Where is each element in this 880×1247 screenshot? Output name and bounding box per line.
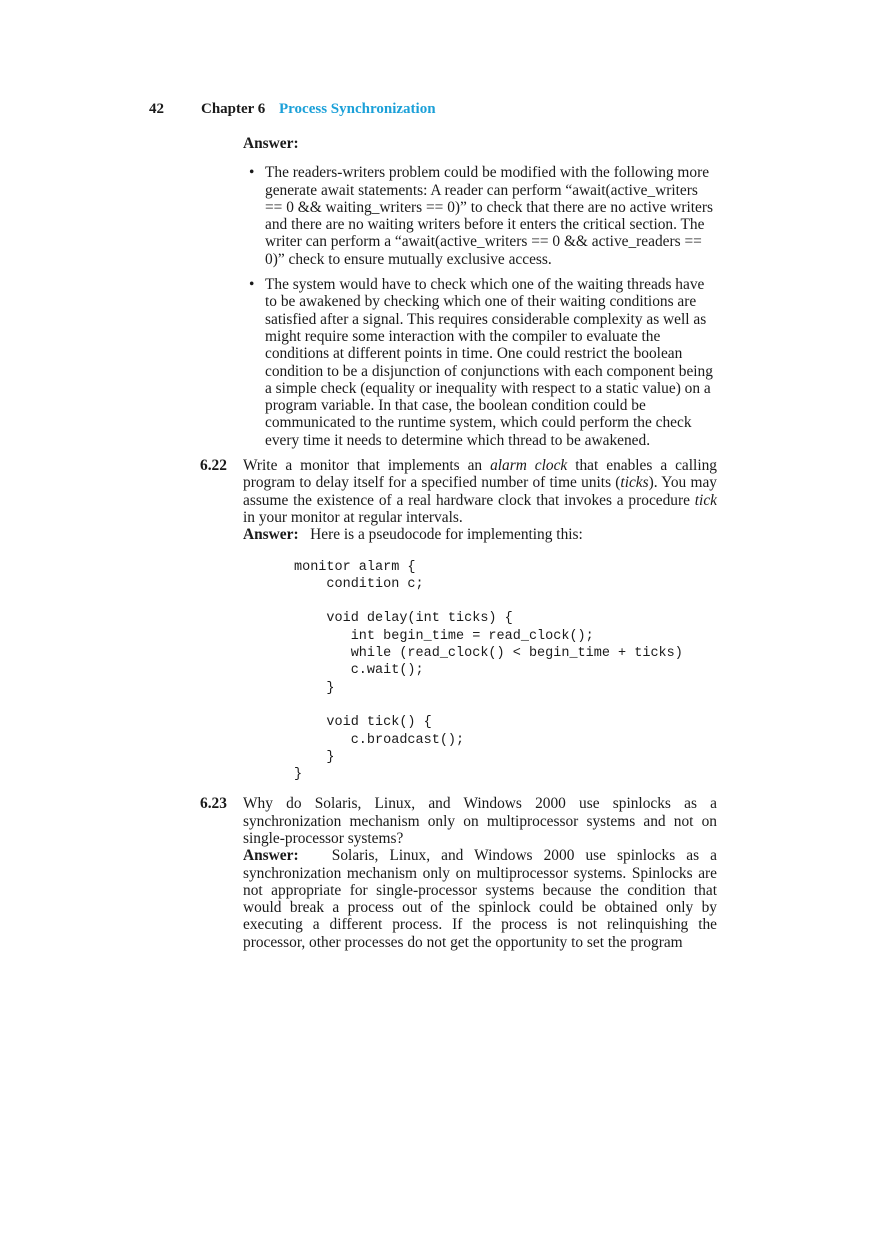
question-emphasis: ticks <box>620 474 649 492</box>
bullet-text: The readers-writers problem could be modified with the following more generate await statements: A reader can perform “await(active_writers == 0 && waiting_writers == 0)” to check that there are no active writers and there are no waiting writers before it enters the critical section. The writer can perform a “await(active_writers == 0 && active_readers == 0)” check to ensure mutually exclusive access. <box>265 164 713 268</box>
bullet-icon: • <box>249 164 255 182</box>
page-body <box>200 135 717 951</box>
question-6-22 <box>200 457 717 783</box>
answer-label: Answer: <box>243 135 299 152</box>
bullet-icon: • <box>249 276 255 294</box>
question-text: Why do Solaris, Linux, and Windows 2000 use spinlocks as a synchronization mechanism only on multiprocessor systems and not on single-processor systems? <box>243 795 717 847</box>
question-text-part: ). You may assume the existence of a real hardware clock that invokes a procedure <box>243 474 717 509</box>
bullet-item <box>243 164 717 268</box>
bullet-text: The system would have to check which one of the waiting threads have to be awakened by checking which one of their waiting conditions are satisfied after a signal. This requires considerable complexity as well as might require some interaction with the compiler to evaluate the conditions at different points in time. One could restrict the boolean condition to be a disjunction of conjunctions with each component being a simple check (equality or inequality with respect to a static value) on a program variable. In that case, the boolean condition could be communicated to the runtime system, which could perform the check every time it needs to determine which thread to be awakened. <box>265 276 713 449</box>
question-emphasis: tick <box>694 491 717 509</box>
question-text-part: that enables a calling program to delay itself for a specified number of time units ( <box>243 457 717 492</box>
page-header <box>0 101 880 121</box>
answer-line <box>243 526 717 543</box>
code-block: monitor alarm { condition c; void delay(int ticks) { int begin_time = read_clock(); while (read_clock() < begin_time + ticks) c.wait(); } void tick() { c.broadcast(); } } <box>294 559 683 783</box>
question-emphasis: alarm clock <box>490 457 568 475</box>
question-number: 6.23 <box>200 795 227 813</box>
bullet-item <box>243 276 717 449</box>
answer-label: Answer: <box>243 847 299 865</box>
page-number: 42 <box>149 101 164 117</box>
question-number: 6.22 <box>200 457 227 475</box>
answer-bullet-list <box>243 164 717 449</box>
chapter-label: Chapter 6 <box>201 101 266 117</box>
question-text-part: in your monitor at regular intervals. <box>243 508 463 526</box>
answer-text: Here is a pseudocode for implementing this: <box>310 526 583 544</box>
answer-paragraph <box>243 847 717 951</box>
question-6-23 <box>200 795 717 951</box>
answer-text: Solaris, Linux, and Windows 2000 use spinlocks as a synchronization mechanism only on multiprocessor systems. Spinlocks are not appropriate for single-processor systems because the condition that would break a process out of the spinlock could be obtained only by executing a different process. If the process is not relinquishing the processor, other processes do not get the opportunity to set the program <box>243 847 717 951</box>
question-text-part: Write a monitor that implements an <box>243 457 491 475</box>
chapter-title: Process Synchronization <box>279 101 436 117</box>
question-text <box>243 457 717 526</box>
answer-label: Answer: <box>243 526 299 544</box>
